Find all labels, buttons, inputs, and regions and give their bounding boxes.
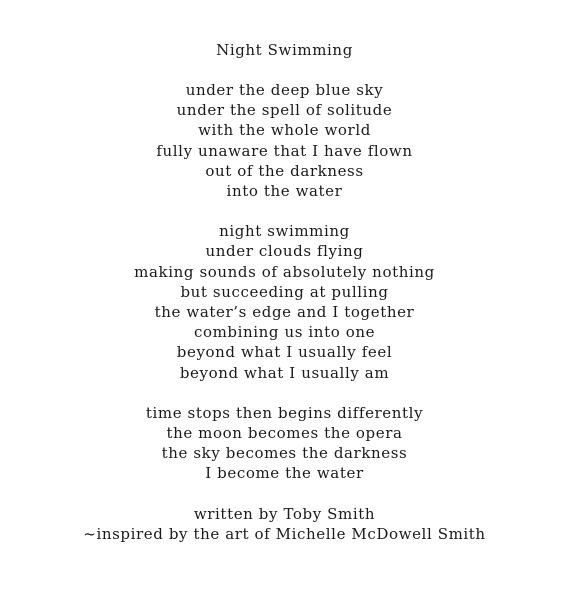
poem-line: combining us into one xyxy=(193,323,376,342)
poem-line: making sounds of absolutely nothing xyxy=(134,262,435,281)
author-credit: written by Toby Smith xyxy=(193,504,376,523)
stanza-1 xyxy=(0,80,569,201)
inspiration-credit: ~inspired by the art of Michelle McDowell Smith xyxy=(83,524,486,543)
poem-line: the moon becomes the opera xyxy=(166,424,403,443)
poem-line: night swimming xyxy=(219,222,350,241)
poem-line: fully unaware that I have flown xyxy=(156,141,413,160)
poem-line: the water’s edge and I together xyxy=(154,303,415,322)
poem-line: beyond what I usually am xyxy=(179,363,390,382)
poem-line: into the water xyxy=(226,182,343,201)
poem-line: under the deep blue sky xyxy=(185,81,384,99)
poem xyxy=(0,40,569,544)
poem-line: beyond what I usually feel xyxy=(176,343,393,362)
poem-line: out of the darkness xyxy=(205,161,364,180)
poem-line: time stops then begins differently xyxy=(145,403,424,422)
stanza-2 xyxy=(0,221,569,383)
poem-line: under the spell of solitude xyxy=(176,101,393,120)
stanza-3 xyxy=(0,403,569,484)
poem-line: under clouds flying xyxy=(205,242,364,261)
poem-line: with the whole world xyxy=(198,121,371,140)
poem-line: I become the water xyxy=(205,464,364,483)
credits xyxy=(0,504,569,544)
poem-line: but succeeding at pulling xyxy=(180,282,389,301)
poem-line: the sky becomes the darkness xyxy=(161,444,408,463)
poem-title: Night Swimming xyxy=(216,41,353,59)
